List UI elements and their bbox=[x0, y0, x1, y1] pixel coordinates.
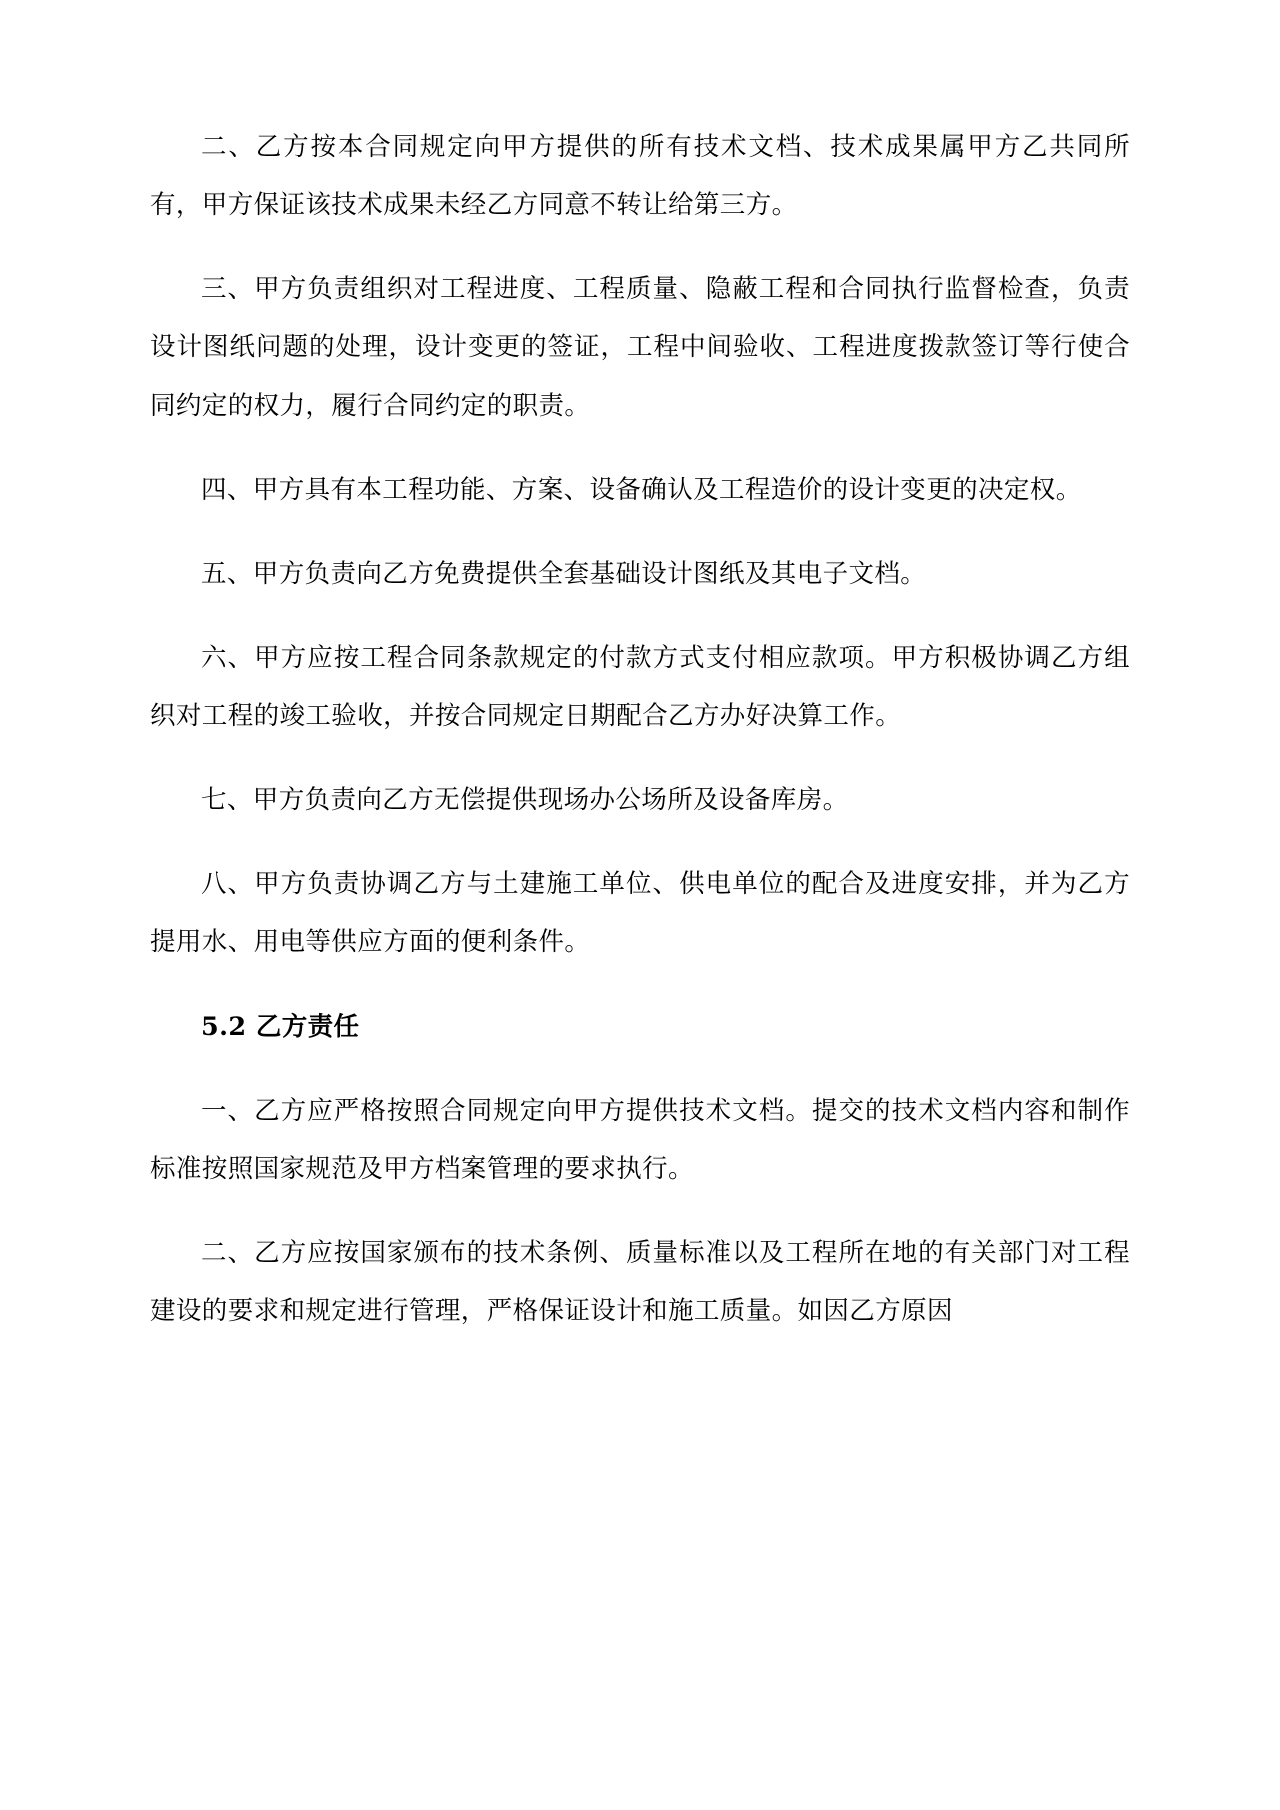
section-heading-5-2: 5.2 乙方责任 bbox=[201, 1011, 360, 1042]
paragraph-sub-clause-1: 一、乙方应严格按照合同规定向甲方提供技术文档。提交的技术文档内容和制作标准按照国家规范及甲方档案管理的要求执行。 bbox=[150, 1095, 1130, 1184]
paragraph-sub-clause-2: 二、乙方应按国家颁布的技术条例、质量标准以及工程所在地的有关部门对工程建设的要求和规定进行管理，严格保证设计和施工质量。如因乙方原因 bbox=[150, 1237, 1130, 1326]
paragraph-clause-6: 六、甲方应按工程合同条款规定的付款方式支付相应款项。甲方积极协调乙方组织对工程的竣工验收，并按合同规定日期配合乙方办好决算工作。 bbox=[150, 642, 1130, 731]
document-body bbox=[150, 118, 1130, 1340]
paragraph-clause-5: 五、甲方负责向乙方免费提供全套基础设计图纸及其电子文档。 bbox=[201, 558, 927, 589]
paragraph-clause-4: 四、甲方具有本工程功能、方案、设备确认及工程造价的设计变更的决定权。 bbox=[201, 474, 1082, 505]
paragraph-clause-7: 七、甲方负责向乙方无偿提供现场办公场所及设备库房。 bbox=[201, 785, 849, 816]
paragraph-clause-2: 二、乙方按本合同规定向甲方提供的所有技术文档、技术成果属甲方乙共同所有，甲方保证该技术成果未经乙方同意不转让给第三方。 bbox=[150, 132, 1130, 221]
paragraph-clause-3: 三、甲方负责组织对工程进度、工程质量、隐蔽工程和合同执行监督检查，负责设计图纸问题的处理，设计变更的签证，工程中间验收、工程进度拨款签订等行使合同约定的权力，履行合同约定的职责。 bbox=[150, 274, 1130, 421]
paragraph-clause-8: 八、甲方负责协调乙方与土建施工单位、供电单位的配合及进度安排，并为乙方提用水、用电等供应方面的便利条件。 bbox=[150, 869, 1130, 958]
